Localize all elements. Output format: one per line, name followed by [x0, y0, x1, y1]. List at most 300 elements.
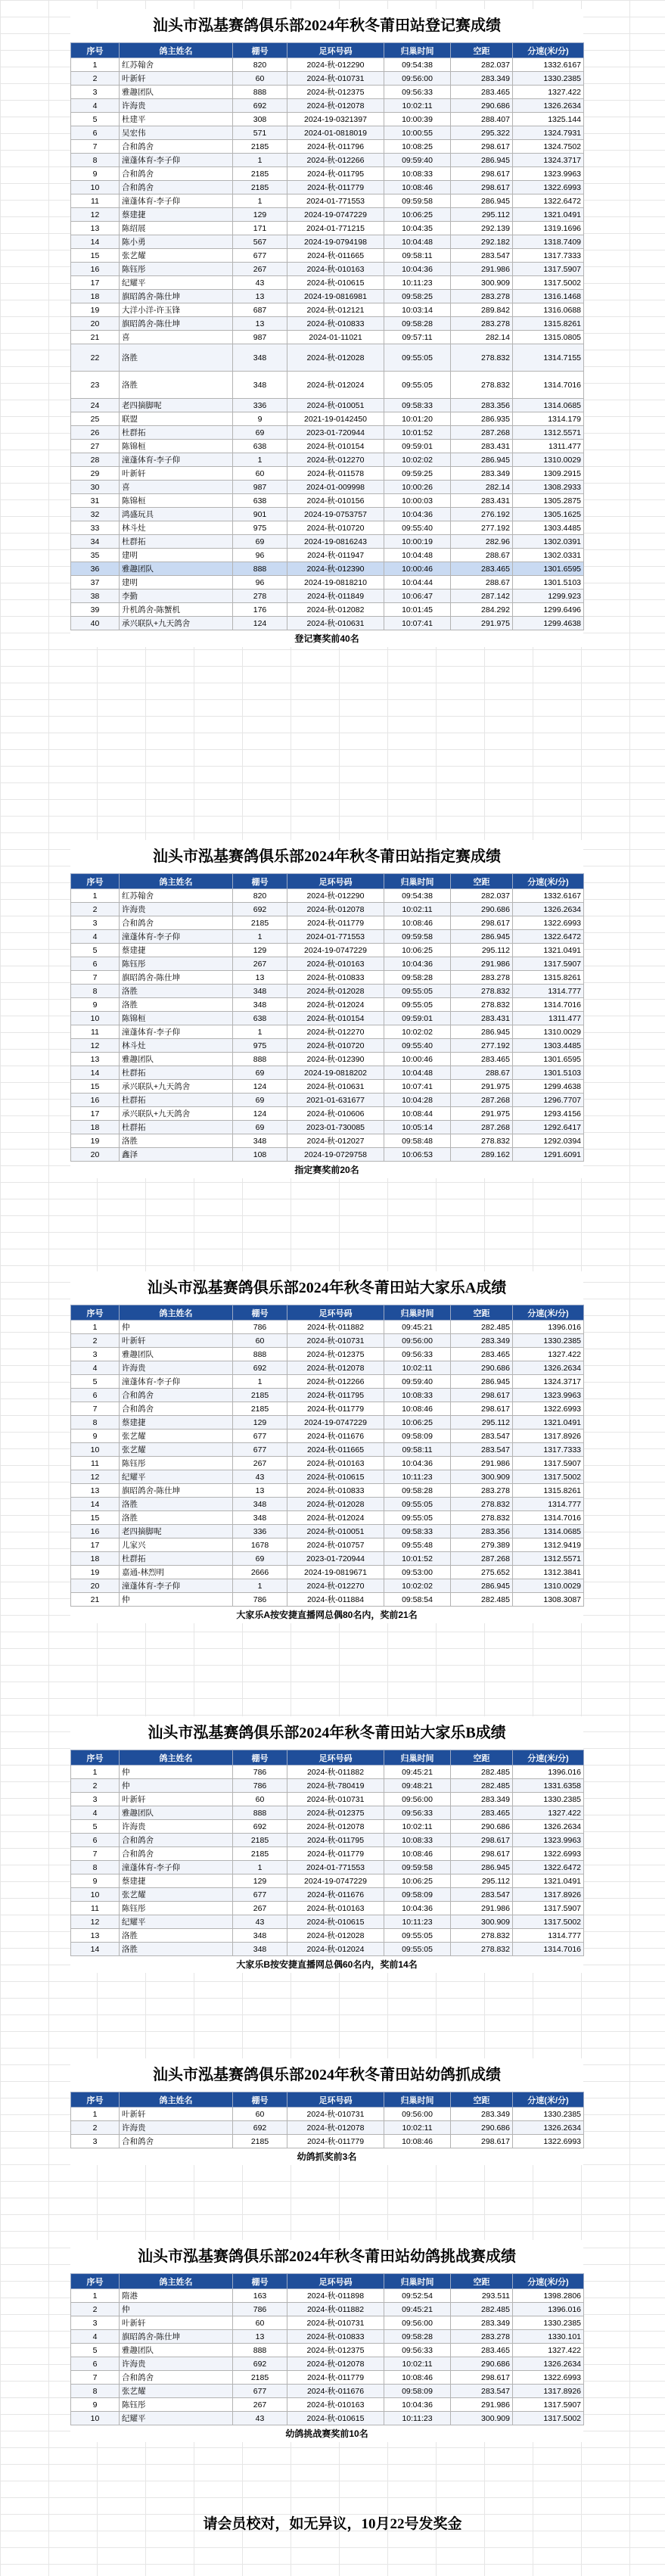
arrival-cell: 09:58:11	[384, 1443, 451, 1457]
speed-cell: 1314.179	[513, 412, 584, 426]
loft-cell: 901	[233, 508, 287, 521]
column-header: 空距	[451, 1305, 513, 1321]
column-header: 空距	[451, 2092, 513, 2108]
distance-cell: 300.909	[451, 1915, 513, 1929]
ring-cell: 2024-秋-012082	[287, 603, 384, 617]
loft-cell: 96	[233, 549, 287, 562]
owner-cell: 潼蓬体育-李子仰	[120, 194, 233, 208]
table-row	[71, 1861, 584, 1874]
speed-cell: 1317.5907	[513, 957, 584, 971]
table-row	[71, 1511, 584, 1525]
speed-cell: 1327.422	[513, 1806, 584, 1820]
ring-cell: 2024-秋-011665	[287, 1443, 384, 1457]
rank-cell: 19	[71, 1134, 120, 1148]
arrival-cell: 10:02:11	[384, 1361, 451, 1375]
loft-cell: 2185	[233, 916, 287, 930]
owner-cell: 潼蓬体育-李子仰	[120, 453, 233, 467]
loft-cell: 69	[233, 1094, 287, 1107]
speed-cell: 1316.1468	[513, 290, 584, 303]
arrival-cell: 10:02:02	[384, 453, 451, 467]
loft-cell: 176	[233, 603, 287, 617]
rank-cell: 28	[71, 453, 120, 467]
speed-cell: 1310.0029	[513, 1579, 584, 1593]
speed-cell: 1332.6167	[513, 889, 584, 903]
loft-cell: 1	[233, 453, 287, 467]
distance-cell: 298.617	[451, 2371, 513, 2385]
speed-cell: 1312.5571	[513, 426, 584, 440]
column-header: 足环号码	[287, 1750, 384, 1766]
ring-cell: 2024-秋-010615	[287, 1470, 384, 1484]
arrival-cell: 09:59:25	[384, 467, 451, 481]
loft-cell: 692	[233, 1820, 287, 1834]
owner-cell: 隋港	[120, 2289, 233, 2303]
owner-cell: 洛胜	[120, 1929, 233, 1943]
table-row	[71, 1416, 584, 1430]
speed-cell: 1317.5907	[513, 263, 584, 276]
distance-cell: 295.112	[451, 944, 513, 957]
loft-cell: 638	[233, 1012, 287, 1025]
ring-cell: 2024-19-0729758	[287, 1148, 384, 1162]
loft-cell: 1	[233, 930, 287, 944]
speed-cell: 1321.0491	[513, 1874, 584, 1888]
loft-cell: 687	[233, 303, 287, 317]
owner-cell: 合和鸽舍	[120, 1834, 233, 1847]
rank-cell: 8	[71, 1861, 120, 1874]
arrival-cell: 09:55:05	[384, 1929, 451, 1943]
loft-cell: 108	[233, 1148, 287, 1162]
column-header: 序号	[71, 874, 120, 889]
speed-cell: 1299.6496	[513, 603, 584, 617]
distance-cell: 291.986	[451, 1457, 513, 1470]
distance-cell: 291.986	[451, 957, 513, 971]
table-header-row	[71, 2092, 584, 2108]
owner-cell: 潼蓬体育-李子仰	[120, 1861, 233, 1874]
table-row	[71, 1025, 584, 1039]
distance-cell: 298.617	[451, 1402, 513, 1416]
owner-cell: 红苏翰舍	[120, 58, 233, 72]
ring-cell: 2024-秋-011898	[287, 2289, 384, 2303]
speed-cell: 1327.422	[513, 1348, 584, 1361]
distance-cell: 283.465	[451, 1806, 513, 1820]
results-table	[70, 873, 584, 1162]
rank-cell: 18	[71, 290, 120, 303]
owner-cell: 叶新轩	[120, 1334, 233, 1348]
distance-cell: 283.278	[451, 2330, 513, 2344]
rank-cell: 1	[71, 2108, 120, 2121]
section-daja-a	[70, 1271, 583, 1623]
table-row	[71, 1498, 584, 1511]
arrival-cell: 10:08:33	[384, 167, 451, 181]
distance-cell: 290.686	[451, 1820, 513, 1834]
owner-cell: 陈钰彤	[120, 263, 233, 276]
loft-cell: 888	[233, 1053, 287, 1066]
arrival-cell: 10:01:52	[384, 1552, 451, 1566]
distance-cell: 291.975	[451, 1107, 513, 1121]
results-table	[70, 1305, 584, 1607]
ring-cell: 2024-秋-012078	[287, 2357, 384, 2371]
arrival-cell: 10:00:03	[384, 494, 451, 508]
arrival-cell: 09:55:48	[384, 1538, 451, 1552]
speed-cell: 1323.9963	[513, 1389, 584, 1402]
owner-cell: 陈锦桓	[120, 440, 233, 453]
rank-cell: 33	[71, 521, 120, 535]
loft-cell: 1	[233, 1579, 287, 1593]
arrival-cell: 10:02:11	[384, 1820, 451, 1834]
column-header: 归巢时间	[384, 2274, 451, 2289]
owner-cell: 建明	[120, 549, 233, 562]
arrival-cell: 09:55:05	[384, 998, 451, 1012]
rank-cell: 17	[71, 276, 120, 290]
table-row	[71, 181, 584, 194]
column-header: 鸽主姓名	[120, 43, 233, 58]
loft-cell: 2185	[233, 1834, 287, 1847]
loft-cell: 69	[233, 426, 287, 440]
distance-cell: 283.349	[451, 2316, 513, 2330]
column-header: 鸽主姓名	[120, 1305, 233, 1321]
rank-cell: 10	[71, 1443, 120, 1457]
distance-cell: 283.431	[451, 440, 513, 453]
section-title: 汕头市泓基赛鸽俱乐部2024年秋冬莆田站幼鸽挑战赛成绩	[70, 2240, 583, 2273]
owner-cell: 张艺耀	[120, 1443, 233, 1457]
rank-cell: 37	[71, 576, 120, 590]
distance-cell: 290.686	[451, 99, 513, 113]
ring-cell: 2024-秋-011849	[287, 590, 384, 603]
table-row	[71, 1402, 584, 1416]
table-row	[71, 453, 584, 467]
loft-cell: 1	[233, 1861, 287, 1874]
arrival-cell: 09:59:58	[384, 1861, 451, 1874]
table-row	[71, 1538, 584, 1552]
owner-cell: 杜群拓	[120, 1552, 233, 1566]
speed-cell: 1330.2385	[513, 1334, 584, 1348]
distance-cell: 282.14	[451, 481, 513, 494]
loft-cell: 348	[233, 344, 287, 372]
speed-cell: 1319.1696	[513, 222, 584, 235]
loft-cell: 692	[233, 2357, 287, 2371]
owner-cell: 升机鸽舍-陈蟹机	[120, 603, 233, 617]
rank-cell: 10	[71, 1888, 120, 1902]
rank-cell: 2	[71, 1334, 120, 1348]
arrival-cell: 09:58:28	[384, 317, 451, 331]
owner-cell: 杜群拓	[120, 1121, 233, 1134]
ring-cell: 2024-秋-012270	[287, 1025, 384, 1039]
loft-cell: 163	[233, 2289, 287, 2303]
table-row	[71, 2330, 584, 2344]
column-header: 空距	[451, 1750, 513, 1766]
loft-cell: 2185	[233, 167, 287, 181]
rank-cell: 3	[71, 2135, 120, 2148]
owner-cell: 鑫泽	[120, 1148, 233, 1162]
arrival-cell: 09:55:05	[384, 372, 451, 399]
arrival-cell: 09:58:33	[384, 1525, 451, 1538]
arrival-cell: 10:02:11	[384, 2121, 451, 2135]
owner-cell: 嘉通-林烈明	[120, 1566, 233, 1579]
distance-cell: 286.945	[451, 1579, 513, 1593]
distance-cell: 300.909	[451, 1470, 513, 1484]
table-row	[71, 1834, 584, 1847]
loft-cell: 267	[233, 2398, 287, 2412]
arrival-cell: 09:58:25	[384, 290, 451, 303]
column-header: 足环号码	[287, 1305, 384, 1321]
loft-cell: 124	[233, 1080, 287, 1094]
owner-cell: 陈锦桓	[120, 494, 233, 508]
rank-cell: 17	[71, 1538, 120, 1552]
ring-cell: 2024-秋-012078	[287, 2121, 384, 2135]
rank-cell: 9	[71, 1874, 120, 1888]
speed-cell: 1299.4638	[513, 1080, 584, 1094]
owner-cell: 建明	[120, 576, 233, 590]
ring-cell: 2024-秋-011779	[287, 1847, 384, 1861]
loft-cell: 2666	[233, 1566, 287, 1579]
rank-cell: 6	[71, 957, 120, 971]
loft-cell: 69	[233, 1066, 287, 1080]
arrival-cell: 09:55:05	[384, 1511, 451, 1525]
loft-cell: 987	[233, 331, 287, 344]
loft-cell: 2185	[233, 2371, 287, 2385]
distance-cell: 277.192	[451, 521, 513, 535]
owner-cell: 潼蓬体育-李子仰	[120, 154, 233, 167]
table-row	[71, 2385, 584, 2398]
arrival-cell: 10:06:25	[384, 208, 451, 222]
prize-note: 大家乐B按安捷直播网总偶60名内，奖前14名	[70, 1956, 583, 1973]
distance-cell: 300.909	[451, 2412, 513, 2425]
column-header: 序号	[71, 1305, 120, 1321]
owner-cell: 仲	[120, 1321, 233, 1334]
speed-cell: 1314.0685	[513, 1525, 584, 1538]
speed-cell: 1301.6595	[513, 562, 584, 576]
table-row	[71, 1389, 584, 1402]
rank-cell: 9	[71, 167, 120, 181]
owner-cell: 雅趣团队	[120, 1348, 233, 1361]
loft-cell: 677	[233, 2385, 287, 2398]
owner-cell: 张艺耀	[120, 249, 233, 263]
owner-cell: 洛胜	[120, 1498, 233, 1511]
ring-cell: 2024-秋-010731	[287, 72, 384, 86]
owner-cell: 承兴联队+九天鸽舍	[120, 1080, 233, 1094]
distance-cell: 298.617	[451, 167, 513, 181]
speed-cell: 1324.3717	[513, 1375, 584, 1389]
rank-cell: 13	[71, 1484, 120, 1498]
speed-cell: 1303.4485	[513, 521, 584, 535]
distance-cell: 283.465	[451, 562, 513, 576]
speed-cell: 1314.777	[513, 1929, 584, 1943]
speed-cell: 1330.101	[513, 2330, 584, 2344]
owner-cell: 潼蓬体育-李子仰	[120, 1025, 233, 1039]
owner-cell: 喜	[120, 481, 233, 494]
loft-cell: 677	[233, 1888, 287, 1902]
column-header: 分速(米/分)	[513, 43, 584, 58]
table-row	[71, 1579, 584, 1593]
arrival-cell: 09:59:01	[384, 1012, 451, 1025]
table-row	[71, 467, 584, 481]
speed-cell: 1330.2385	[513, 1793, 584, 1806]
ring-cell: 2024-秋-012028	[287, 344, 384, 372]
loft-cell: 348	[233, 985, 287, 998]
arrival-cell: 09:55:05	[384, 344, 451, 372]
loft-cell: 267	[233, 263, 287, 276]
loft-cell: 786	[233, 1321, 287, 1334]
owner-cell: 蔡建捷	[120, 1416, 233, 1430]
table-row	[71, 481, 584, 494]
rank-cell: 16	[71, 1094, 120, 1107]
distance-cell: 287.268	[451, 426, 513, 440]
speed-cell: 1323.9963	[513, 1834, 584, 1847]
distance-cell: 292.139	[451, 222, 513, 235]
owner-cell: 仲	[120, 1779, 233, 1793]
speed-cell: 1317.5907	[513, 1457, 584, 1470]
column-header: 足环号码	[287, 2092, 384, 2108]
loft-cell: 129	[233, 1416, 287, 1430]
arrival-cell: 09:59:40	[384, 154, 451, 167]
owner-cell: 合和鸽舍	[120, 1389, 233, 1402]
ring-cell: 2024-秋-011779	[287, 181, 384, 194]
distance-cell: 292.182	[451, 235, 513, 249]
owner-cell: 叶新轩	[120, 467, 233, 481]
arrival-cell: 10:08:25	[384, 140, 451, 154]
table-row	[71, 1443, 584, 1457]
rank-cell: 7	[71, 140, 120, 154]
rank-cell: 10	[71, 181, 120, 194]
ring-cell: 2024-01-0818019	[287, 126, 384, 140]
loft-cell: 786	[233, 2303, 287, 2316]
rank-cell: 6	[71, 126, 120, 140]
table-row	[71, 916, 584, 930]
rank-cell: 12	[71, 1039, 120, 1053]
ring-cell: 2024-秋-010731	[287, 1793, 384, 1806]
arrival-cell: 09:56:00	[384, 1334, 451, 1348]
arrival-cell: 09:54:38	[384, 58, 451, 72]
arrival-cell: 09:59:40	[384, 1375, 451, 1389]
owner-cell: 洛胜	[120, 372, 233, 399]
arrival-cell: 09:58:48	[384, 1134, 451, 1148]
owner-cell: 许海贵	[120, 1361, 233, 1375]
owner-cell: 旗昭鸽舍-陈仕坤	[120, 971, 233, 985]
loft-cell: 820	[233, 58, 287, 72]
table-row	[71, 263, 584, 276]
table-row	[71, 998, 584, 1012]
rank-cell: 8	[71, 1416, 120, 1430]
owner-cell: 陈钰彤	[120, 1457, 233, 1470]
loft-cell: 692	[233, 2121, 287, 2135]
table-row	[71, 2412, 584, 2425]
table-row	[71, 1566, 584, 1579]
rank-cell: 25	[71, 412, 120, 426]
loft-cell: 13	[233, 971, 287, 985]
ring-cell: 2024-秋-012390	[287, 1053, 384, 1066]
loft-cell: 348	[233, 1498, 287, 1511]
rank-cell: 20	[71, 317, 120, 331]
rank-cell: 36	[71, 562, 120, 576]
rank-cell: 12	[71, 1915, 120, 1929]
table-row	[71, 290, 584, 303]
table-row	[71, 2303, 584, 2316]
owner-cell: 蔡建捷	[120, 208, 233, 222]
arrival-cell: 10:01:20	[384, 412, 451, 426]
arrival-cell: 10:07:41	[384, 1080, 451, 1094]
table-row	[71, 154, 584, 167]
section-title: 汕头市泓基赛鸽俱乐部2024年秋冬莆田站登记赛成绩	[70, 9, 583, 42]
speed-cell: 1330.2385	[513, 2108, 584, 2121]
speed-cell: 1316.0688	[513, 303, 584, 317]
arrival-cell: 09:56:00	[384, 1793, 451, 1806]
ring-cell: 2024-秋-011882	[287, 2303, 384, 2316]
speed-cell: 1312.9419	[513, 1538, 584, 1552]
table-row	[71, 1121, 584, 1134]
speed-cell: 1314.7016	[513, 998, 584, 1012]
owner-cell: 旗昭鸽舍-陈仕坤	[120, 1484, 233, 1498]
prize-note: 登记赛奖前40名	[70, 630, 583, 647]
column-header: 空距	[451, 43, 513, 58]
table-row	[71, 1525, 584, 1538]
owner-cell: 鸿盛玩具	[120, 508, 233, 521]
rank-cell: 18	[71, 1552, 120, 1566]
ring-cell: 2024-秋-010615	[287, 276, 384, 290]
speed-cell: 1321.0491	[513, 1416, 584, 1430]
distance-cell: 283.547	[451, 1888, 513, 1902]
rank-cell: 30	[71, 481, 120, 494]
distance-cell: 287.268	[451, 1094, 513, 1107]
arrival-cell: 09:56:00	[384, 2108, 451, 2121]
ring-cell: 2024-19-0747229	[287, 1416, 384, 1430]
ring-cell: 2024-秋-012121	[287, 303, 384, 317]
ring-cell: 2024-01-771215	[287, 222, 384, 235]
loft-cell: 638	[233, 494, 287, 508]
loft-cell: 267	[233, 957, 287, 971]
arrival-cell: 10:06:47	[384, 590, 451, 603]
table-row	[71, 303, 584, 317]
rank-cell: 12	[71, 208, 120, 222]
arrival-cell: 10:00:26	[384, 481, 451, 494]
rank-cell: 11	[71, 1025, 120, 1039]
rank-cell: 7	[71, 2371, 120, 2385]
loft-cell: 888	[233, 1348, 287, 1361]
column-header: 棚号	[233, 2092, 287, 2108]
rank-cell: 4	[71, 2330, 120, 2344]
rank-cell: 35	[71, 549, 120, 562]
table-row	[71, 412, 584, 426]
table-row	[71, 2344, 584, 2357]
column-header: 棚号	[233, 2274, 287, 2289]
rank-cell: 15	[71, 249, 120, 263]
speed-cell: 1308.3087	[513, 1593, 584, 1607]
distance-cell: 290.686	[451, 1361, 513, 1375]
arrival-cell: 09:58:28	[384, 1484, 451, 1498]
table-row	[71, 167, 584, 181]
rank-cell: 13	[71, 1929, 120, 1943]
owner-cell: 杜群拓	[120, 1094, 233, 1107]
loft-cell: 43	[233, 2412, 287, 2425]
loft-cell: 336	[233, 1525, 287, 1538]
loft-cell: 677	[233, 249, 287, 263]
ring-cell: 2024-秋-012375	[287, 1348, 384, 1361]
column-header: 棚号	[233, 1305, 287, 1321]
distance-cell: 282.14	[451, 331, 513, 344]
rank-cell: 5	[71, 1375, 120, 1389]
column-header: 归巢时间	[384, 43, 451, 58]
speed-cell: 1315.8261	[513, 1484, 584, 1498]
distance-cell: 282.485	[451, 1593, 513, 1607]
speed-cell: 1326.2634	[513, 903, 584, 916]
rank-cell: 4	[71, 1361, 120, 1375]
arrival-cell: 10:08:46	[384, 1847, 451, 1861]
speed-cell: 1331.6358	[513, 1779, 584, 1793]
table-row	[71, 1820, 584, 1834]
speed-cell: 1292.0394	[513, 1134, 584, 1148]
table-row	[71, 2121, 584, 2135]
loft-cell: 348	[233, 998, 287, 1012]
prize-note: 大家乐A按安捷直播网总偶80名内，奖前21名	[70, 1607, 583, 1623]
speed-cell: 1322.6993	[513, 2371, 584, 2385]
